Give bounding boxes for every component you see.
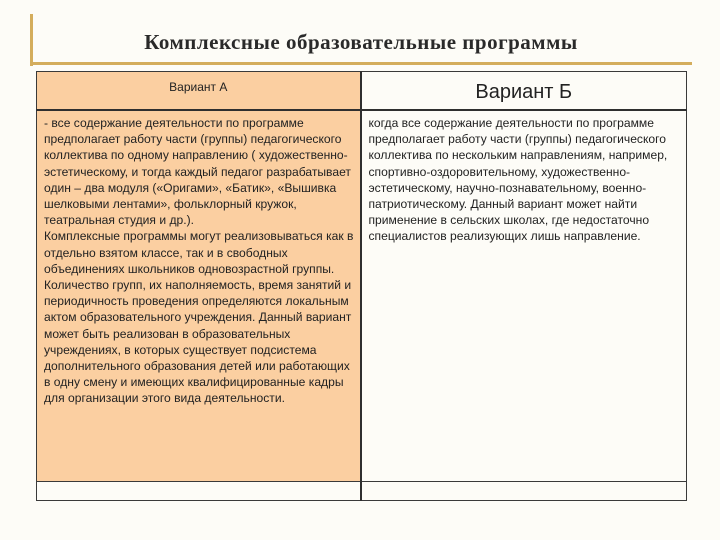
body-cell-variant-a [37,110,361,482]
title-accent-underline [30,62,692,65]
table-empty-row [37,482,687,501]
body-cell-variant-b [361,110,687,482]
header-cell-variant-a [37,72,361,111]
variant-a-paragraph-1: - все содержание деятельности по программе предполагает работу части (группы) педагогического коллектива по одному направлению ( художественно-эстетическому, и тогда каждый педагог разрабатывает один – два модуля («Оригами», «Батик», «Вышивка шелковыми лентами», фольклорный кружок, театральная студия и др.). [44,116,351,228]
comparison-table [36,71,687,501]
table-header-row [37,72,687,111]
variant-a-paragraph-2: Комплексные программы могут реализовываться как в отдельно взятом классе, так и в свободных объединениях школьников одновозрастной группы. Количество групп, их наполняемость, время занятий и периодичность проведения определяются локальным актом образовательного учреждения. Данный вариант может быть реализован в образовательных учреждениях, в которых существует подсистема дополнительного образования детей или работающих в одну смену и имеющих квалифицированные кадры для организации этого вида деятельности. [44,229,354,406]
empty-cell-variant-a [37,482,361,501]
empty-cell-variant-b [361,482,687,501]
slide-title: Комплексные образовательные программы [144,30,578,54]
header-variant-b-label: Вариант Б [475,81,573,103]
header-cell-variant-b [361,72,687,111]
table-body-row [37,110,687,482]
variant-b-paragraph: когда все содержание деятельности по программе предполагает работу части (группы) педагогического коллектива по нескольким направлениям, например, спортивно-оздоровительному, художественно-эстетическому, научно-познавательному, военно-патриотическому. Данный вариант может найти применение в сельских школах, где недостаточно специалистов реализующих лишь направление. [368,116,668,244]
header-variant-a-label: Вариант А [169,80,228,94]
